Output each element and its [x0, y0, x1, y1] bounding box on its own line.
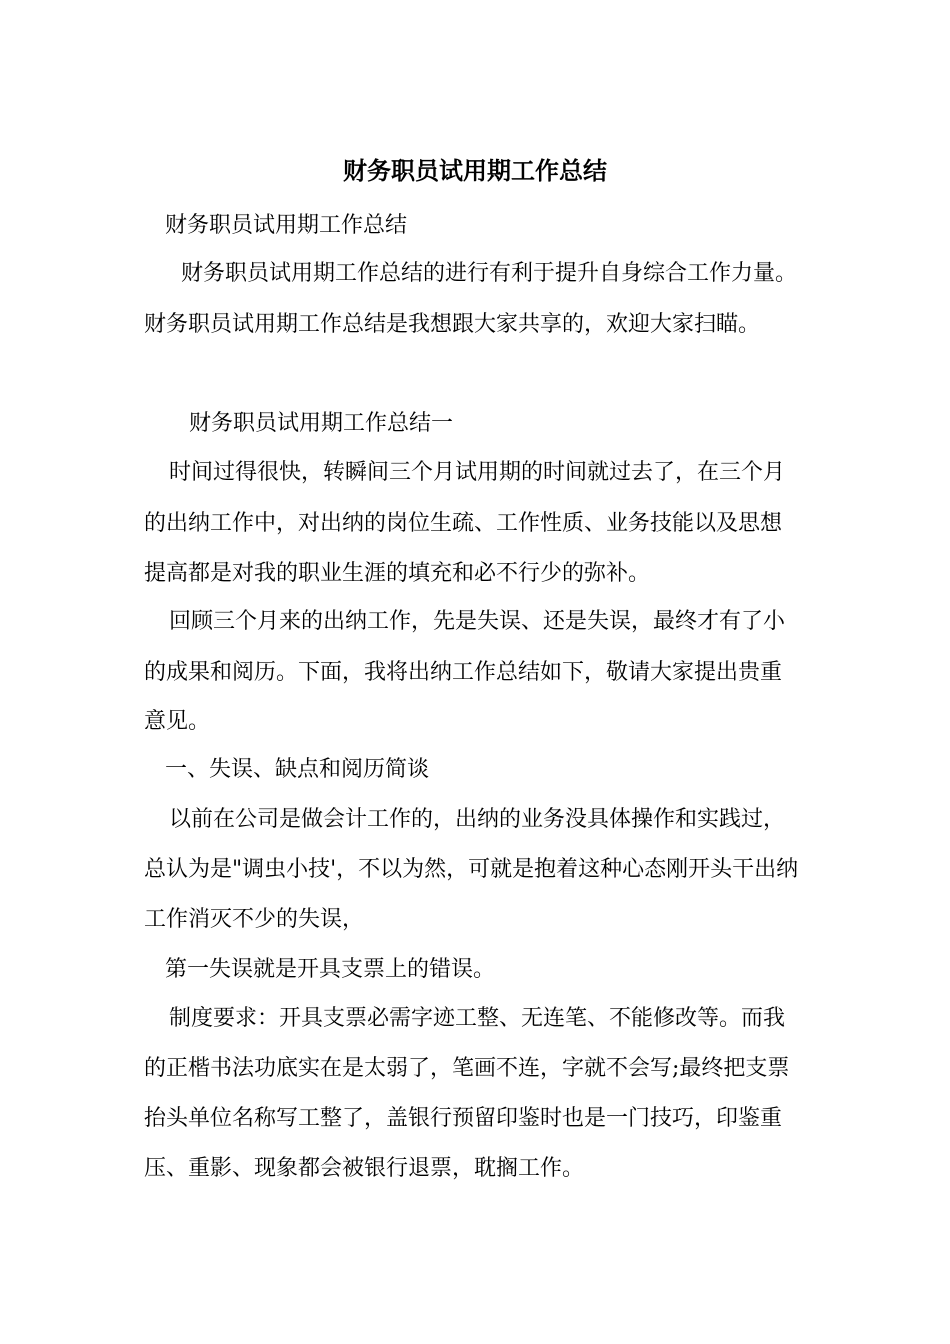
paragraph-line: 抬头单位名称写工整了，盖银行预留印鉴时也是一门技巧，印鉴重 — [144, 1106, 783, 1131]
subsection-heading: 一、失误、缺点和阅历简谈 — [165, 757, 430, 782]
paragraph-line: 制度要求：开具支票必需字迹工整、无连笔、不能修改等。而我 — [169, 1006, 786, 1031]
paragraph-line: 以前在公司是做会计工作的，出纳的业务没具体操作和实践过， — [169, 807, 786, 832]
paragraph-line: 的出纳工作中，对出纳的岗位生疏、工作性质、业务技能以及思想 — [144, 511, 783, 536]
paragraph-line: 第一失误就是开具支票上的错误。 — [165, 957, 496, 982]
paragraph-line: 总认为是"调虫小技'，不以为然，可就是抱着这种心态刚开头干出纳 — [144, 857, 799, 882]
intro-line-1: 财务职员试用期工作总结的进行有利于提升自身综合工作力量。 — [181, 261, 798, 286]
document-subtitle: 财务职员试用期工作总结 — [165, 213, 408, 238]
section-heading: 财务职员试用期工作总结一 — [189, 411, 454, 436]
intro-line-2: 财务职员试用期工作总结是我想跟大家共享的，欢迎大家扫瞄。 — [144, 312, 761, 337]
paragraph-line: 回顾三个月来的出纳工作，先是失误、还是失误，最终才有了小 — [169, 609, 786, 634]
paragraph-line: 的正楷书法功底实在是太弱了，笔画不连，字就不会写;最终把支票 — [144, 1056, 790, 1081]
paragraph-line: 意见。 — [144, 709, 211, 734]
paragraph-line: 工作消灭不少的失误， — [144, 907, 365, 932]
document-title: 财务职员试用期工作总结 — [343, 156, 607, 185]
paragraph-line: 时间过得很快，转瞬间三个月试用期的时间就过去了，在三个月 — [169, 460, 786, 485]
paragraph-line: 压、重影、现象都会被银行退票，耽搁工作。 — [144, 1156, 585, 1181]
paragraph-line: 的成果和阅历。下面，我将出纳工作总结如下，敬请大家提出贵重 — [144, 660, 783, 685]
paragraph-line: 提高都是对我的职业生涯的填充和必不行少的弥补。 — [144, 561, 651, 586]
